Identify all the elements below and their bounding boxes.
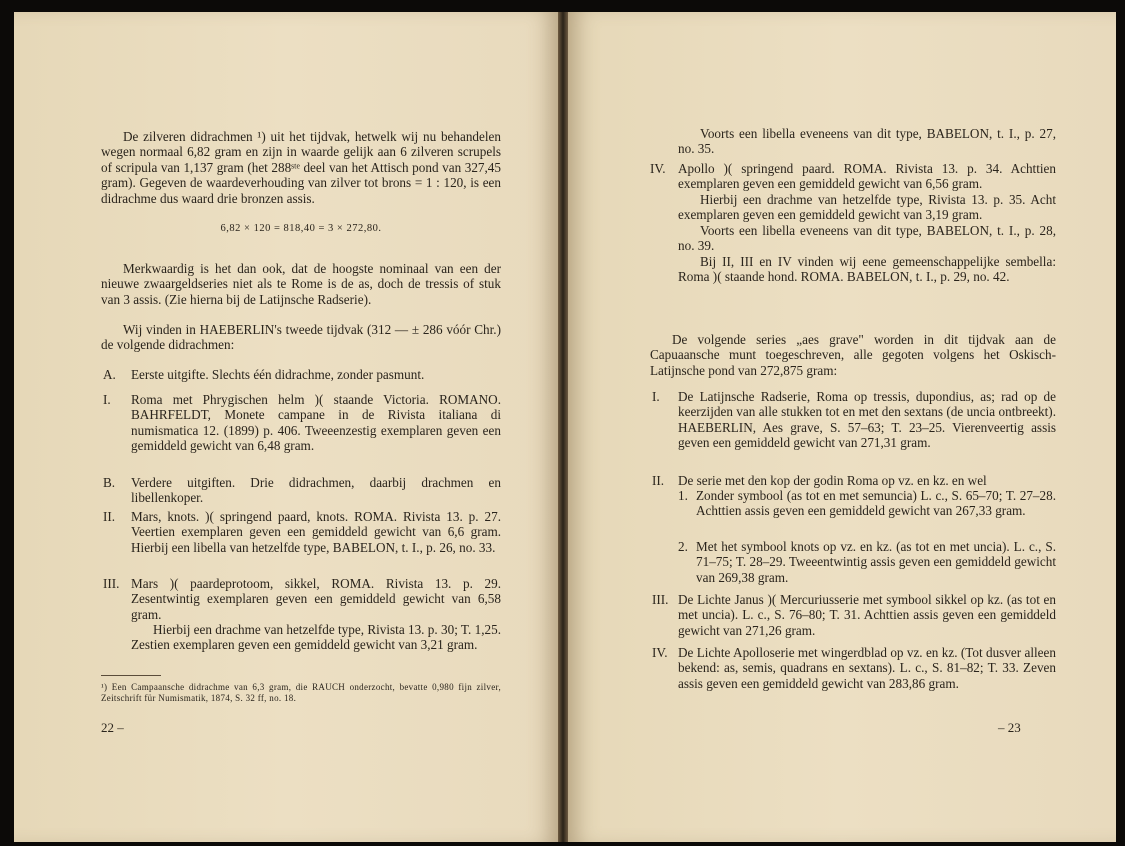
r-sub-1-marker: 1. xyxy=(678,488,688,503)
item-i-text: Roma met Phrygischen helm )( staande Victoria. ROMANO. BAHRFELDT, Monete campane in de Rivista italiana di numismatica 12. (1899) p. 406. Tweeenzestig exemplaren geven een gemiddeld gewicht van 6,48 gram. xyxy=(131,392,501,454)
section-a-marker: A. xyxy=(103,367,116,382)
book-gutter xyxy=(558,12,568,842)
paragraph-aes-grave: De volgende series „aes grave" worden in dit tijdvak aan de Capuaansche munt toegeschreven, alle gegoten volgens het Oskisch-Latijnsche pond van 272,875 gram: xyxy=(650,332,1056,378)
r-item-iv-text: De Lichte Apolloserie met wingerdblad op vz. en kz. (Tot dusver alleen bekend: as, semis, quadrans en sextans). L. c., S. 81–82; T. 33. Zeven assis geven een gemiddeld gewicht van 283,86 gram. xyxy=(678,645,1056,691)
item-iv-libella: Voorts een libella eveneens van dit type, BABELON, t. I., p. 28, no. 39. xyxy=(678,223,1056,254)
item-iv-text: Apollo )( springend paard. ROMA. Rivista 13. p. 34. Achttien exemplaren geven een gemiddeld gewicht van 6,56 gram. xyxy=(678,161,1056,192)
section-b-text: Verdere uitgiften. Drie didrachmen, daarbij drachmen en libellenkoper. xyxy=(131,475,501,506)
formula: 6,82 × 120 = 818,40 = 3 × 272,80. xyxy=(220,223,382,234)
r-item-ii-text: De serie met den kop der godin Roma op vz. en kz. en wel xyxy=(678,473,987,488)
item-ii-text: Mars, knots. )( springend paard, knots. ROMA. Rivista 13. p. 27. Veertien exemplaren geven een gemiddeld gewicht van 6,6 gram. Hierbij een libella van hetzelfde type, BABELON, t. I., p. 26, no. 33. xyxy=(131,509,501,555)
right-page xyxy=(568,12,1116,842)
r-item-iv-marker: IV. xyxy=(652,645,668,660)
paragraph-nominaal: Merkwaardig is het dan ook, dat de hoogste nominaal van een der nieuwe zwaargeldseries niet als te Rome is de as, doch de tressis of stuk van 3 assis. (Zie hierna bij de Latijnsche Radserie). xyxy=(101,261,501,307)
r-item-iii-text: De Lichte Janus )( Mercuriusserie met symbool sikkel op kz. (as tot en met uncia). L. c., S. 76–80; T. 31. Achttien assis geven een gemiddeld gewicht van 271,26 gram. xyxy=(678,592,1056,638)
paragraph-didrachmen: De zilveren didrachmen ¹) uit het tijdvak, hetwelk wij nu behandelen wegen normaal 6,82 gram en zijn in waarde gelijk aan 6 zilveren scrupels of scripula van 1,137 gram (het 288ˢᵗᵉ deel van het Attisch pond van 327,45 gram). Gegeven de waardeverhouding van zilver tot brons = 1 : 120, is een didrachme dus waard drie bronzen assis. xyxy=(101,129,501,206)
r-item-ii-marker: II. xyxy=(652,473,665,488)
left-page xyxy=(14,12,558,842)
r-item-iii-marker: III. xyxy=(652,592,669,607)
item-iii-drachme: Hierbij een drachme van hetzelfde type, Rivista 13. p. 30; T. 1,25. Zestien exemplaren geven een gemiddeld gewicht van 3,21 gram. xyxy=(131,622,501,653)
r-sub-2-marker: 2. xyxy=(678,539,688,554)
footnote-rule xyxy=(101,675,161,676)
paragraph-haeberlin: Wij vinden in HAEBERLIN's tweede tijdvak (312 — ± 286 vóór Chr.) de volgende didrachmen: xyxy=(101,322,501,353)
item-iv-marker: IV. xyxy=(650,161,666,176)
item-i-marker: I. xyxy=(103,392,111,407)
item-ii-marker: II. xyxy=(103,509,116,524)
r-sub-2-text: Met het symbool knots op vz. en kz. (as tot en met uncia). L. c., S. 71–75; T. 28–29. Tweeentwintig assis geven een gemiddeld gewicht van 269,38 gram. xyxy=(696,539,1056,585)
paragraph-libella: Voorts een libella eveneens van dit type, BABELON, t. I., p. 27, no. 35. xyxy=(678,126,1056,157)
section-b-marker: B. xyxy=(103,475,116,490)
page-number-right: – 23 xyxy=(998,720,1021,735)
item-iv-drachme: Hierbij een drachme van hetzelfde type, Rivista 13. p. 35. Acht exemplaren geven een gemiddeld gewicht van 3,19 gram. xyxy=(678,192,1056,223)
section-a-text: Eerste uitgifte. Slechts één didrachme, zonder pasmunt. xyxy=(131,367,425,382)
footnote: ¹) Een Campaansche didrachme van 6,3 gram, die RAUCH onderzocht, bevatte 0,980 fijn zilver, Zeitschrift für Numismatik, 1874, S. 32 ff, no. 18. xyxy=(101,682,501,703)
item-iv-sembella: Bij II, III en IV vinden wij eene gemeenschappelijke sembella: Roma )( staande hond. ROMA. BABELON, t. I., p. 29, no. 42. xyxy=(678,254,1056,285)
r-item-i-marker: I. xyxy=(652,389,660,404)
item-iii-marker: III. xyxy=(103,576,120,591)
r-item-i-text: De Latijnsche Radserie, Roma op tressis, dupondius, as; rad op de keerzijden van alle stukken tot en met den sextans (de uncia ontbreekt). HAEBERLIN, Aes grave, S. 57–63; T. 23–25. Vierenveertig assis geven een gemiddeld gewicht van 271,31 gram. xyxy=(678,389,1056,451)
page-number-left: 22 – xyxy=(101,720,124,735)
item-iii-text: Mars )( paardeprotoom, sikkel, ROMA. Rivista 13. p. 29. Zesentwintig exemplaren geven een gemiddeld gewicht van 6,58 gram. xyxy=(131,576,501,622)
r-sub-1-text: Zonder symbool (as tot en met semuncia) L. c., S. 65–70; T. 27–28. Achttien assis geven een gemiddeld gewicht van 267,33 gram. xyxy=(696,488,1056,519)
